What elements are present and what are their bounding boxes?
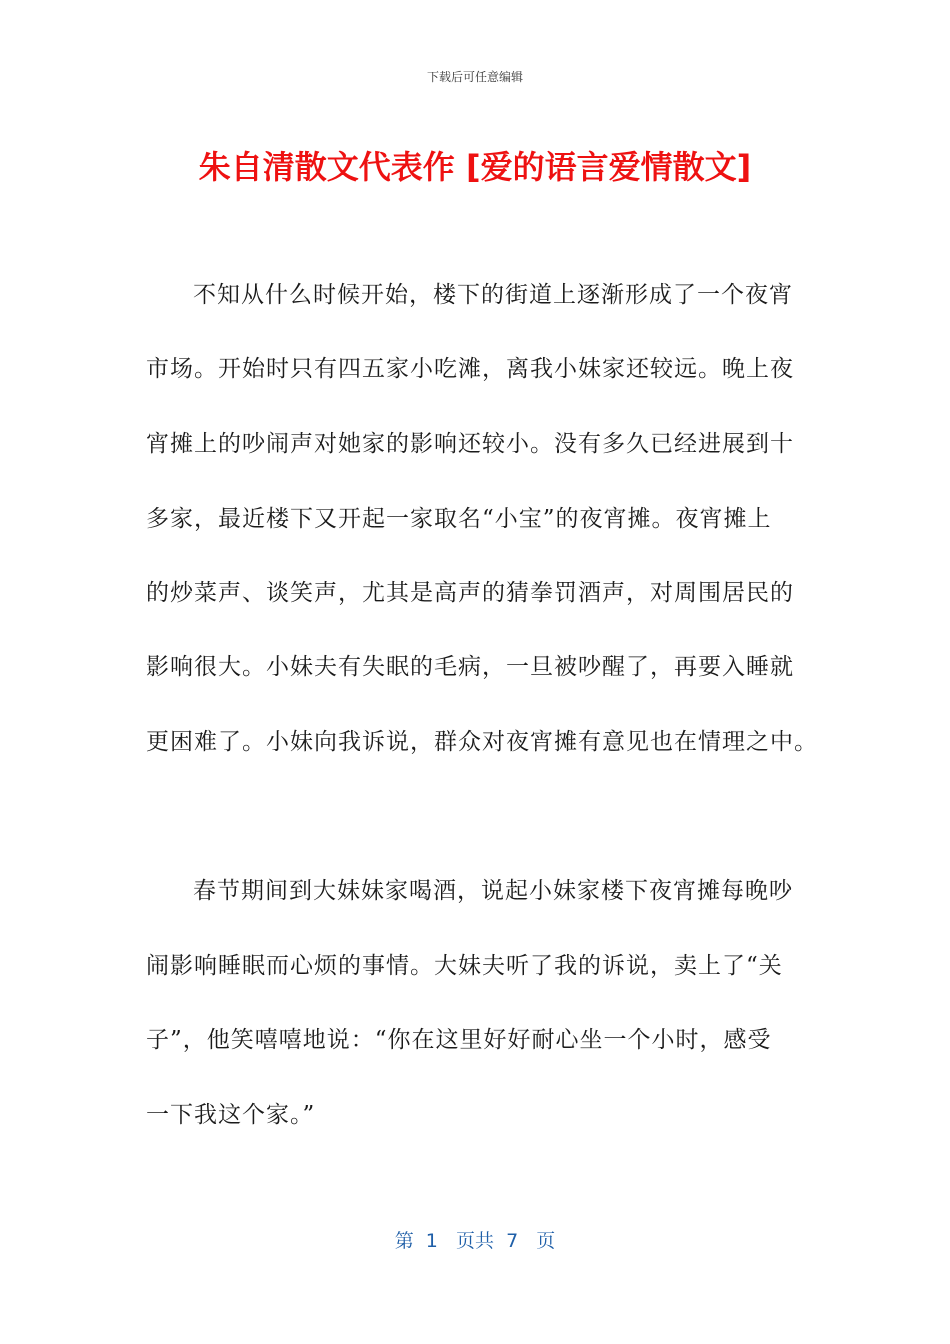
- paragraph-line: 宵摊上的吵闹声对她家的影响还较小。没有多久已经进展到十: [146, 431, 794, 457]
- paragraph-line: 一下我这个家。”: [146, 1102, 316, 1128]
- paragraph-line: 市场。开始时只有四五家小吃滩，离我小妹家还较远。晚上夜: [146, 356, 794, 382]
- header-note: 下载后可任意编辑: [426, 70, 523, 84]
- paragraph-line: 影响很大。小妹夫有失眠的毛病，一旦被吵醒了，再要入睡就: [146, 654, 794, 680]
- paragraph-line: 更困难了。小妹向我诉说，群众对夜宵摊有意见也在情理之中。: [146, 729, 818, 755]
- document-title: 朱自清散文代表作 [爱的语言爱情散文]: [198, 148, 752, 186]
- paragraph-line: 春节期间到大妹妹家喝酒，说起小妹家楼下夜宵摊每晚吵: [193, 878, 793, 904]
- paragraph-line: 不知从什么时候开始，楼下的街道上逐渐形成了一个夜宵: [193, 282, 793, 308]
- paragraph-line: 闹影响睡眠而心烦的事情。大妹夫听了我的诉说，卖上了“关: [146, 953, 783, 979]
- paragraph-line: 子”，他笑嘻嘻地说：“你在这里好好耐心坐一个小时，感受: [146, 1027, 772, 1053]
- paragraph-line: 多家，最近楼下又开起一家取名“小宝”的夜宵摊。夜宵摊上: [146, 506, 772, 532]
- page-number-footer: 第 1 页共 7 页: [394, 1230, 556, 1252]
- paragraph-line: 的炒菜声、谈笑声，尤其是高声的猜拳罚酒声，对周围居民的: [146, 580, 794, 606]
